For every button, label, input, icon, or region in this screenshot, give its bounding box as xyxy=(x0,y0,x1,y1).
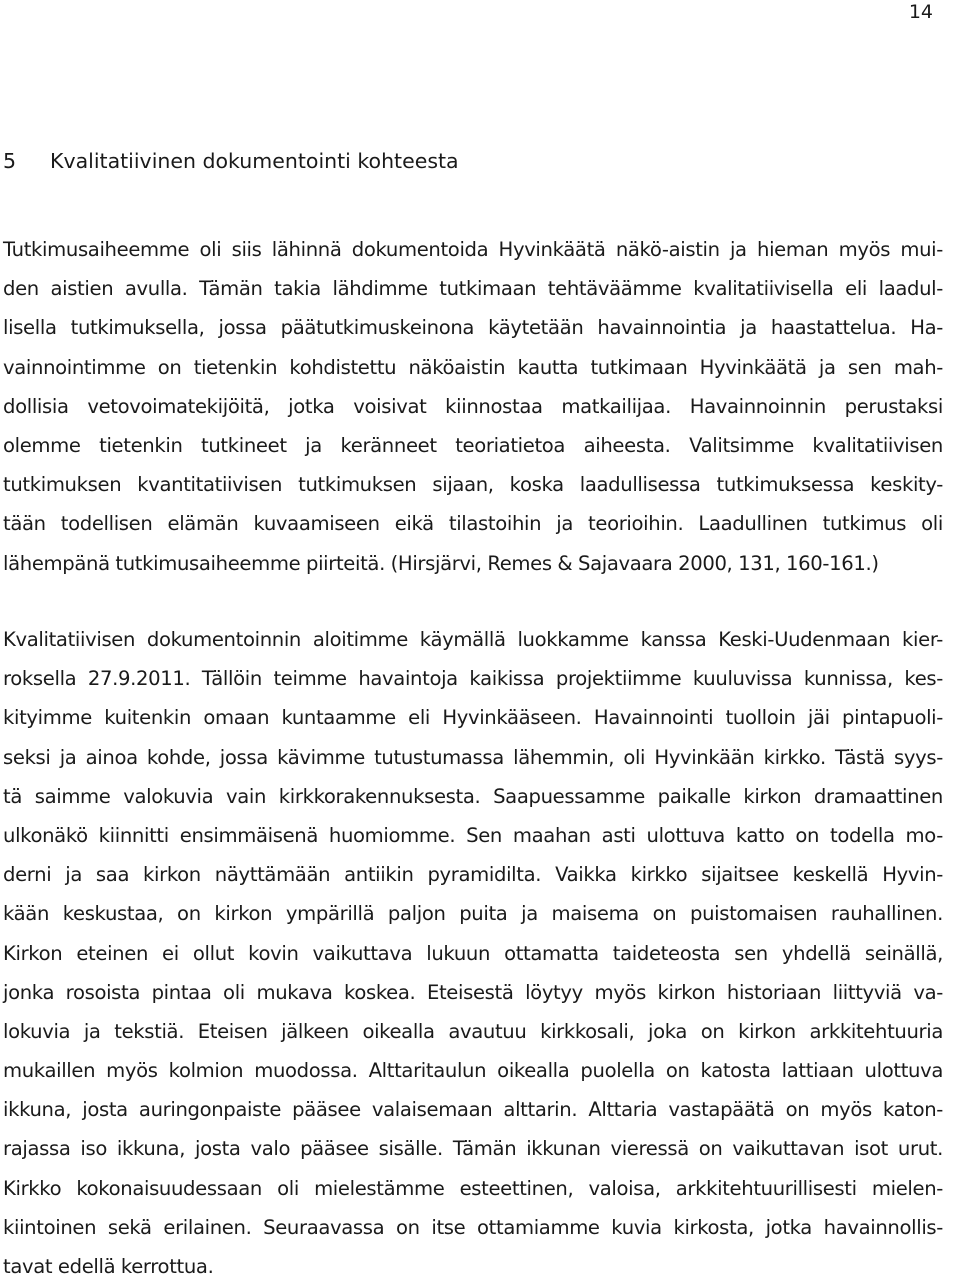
paragraph-line: dollisia vetovoimatekijöitä, jotka voisivat kiinnostaa matkailijaa. Havainnoinnin perustaksi xyxy=(3,394,943,418)
paragraph-line: tavat edellä kerrottua. xyxy=(3,1255,214,1278)
paragraph-line: tään todellisen elämän kuvaamiseen eikä tilastoihin ja teorioihin. Laadullinen tutkimus oli xyxy=(3,512,943,536)
page-number: 14 xyxy=(908,1,933,23)
section-title: Kvalitatiivinen dokumentointi kohteesta xyxy=(50,149,459,173)
paragraph-line: kään keskustaa, on kirkon ympärillä paljon puita ja maisema on puistomaisen rauhallinen. xyxy=(3,902,943,926)
paragraph-line: Kirkko kokonaisuudessaan oli mielestämme esteettinen, valoisa, arkkitehtuurillisesti mielen- xyxy=(3,1176,943,1200)
paragraph-line: Kirkon eteinen ei ollut kovin vaikuttava lukuun ottamatta taideteosta sen yhdellä seinällä, xyxy=(3,941,943,965)
paragraph-line: ikkuna, josta auringonpaiste pääsee valaisemaan alttarin. Alttaria vastapäätä on myös katon- xyxy=(3,1098,943,1122)
paragraph-1 xyxy=(3,230,943,583)
paragraph-line: roksella 27.9.2011. Tällöin teimme havaintoja kaikissa projektiimme kuuluvissa kunnissa, kes- xyxy=(3,667,943,691)
paragraph-line: tä saimme valokuvia vain kirkkorakennuksesta. Saapuessamme paikalle kirkon dramaattinen xyxy=(3,784,943,808)
section-heading xyxy=(3,146,459,176)
paragraph-line: tutkimuksen kvantitatiivisen tutkimuksen sijaan, koska laadullisessa tutkimuksessa keskity- xyxy=(3,473,943,497)
paragraph-line: kiintoinen sekä erilainen. Seuraavassa on itse ottamiamme kuvia kirkosta, jotka havainnollis- xyxy=(3,1215,943,1239)
paragraph-line: vainnointimme on tietenkin kohdistettu näköaistin kautta tutkimaan Hyvinkäätä ja sen mah- xyxy=(3,355,943,379)
paragraph-line: lähempänä tutkimusaiheemme piirteitä. (Hirsjärvi, Remes & Sajavaara 2000, 131, 160-161.) xyxy=(3,551,879,575)
paragraph-line: olemme tietenkin tutkineet ja keränneet teoriatietoa aiheesta. Valitsimme kvalitatiivisen xyxy=(3,433,943,457)
paragraph-line: seksi ja ainoa kohde, jossa kävimme tutustumassa lähemmin, oli Hyvinkään kirkko. Tästä syys- xyxy=(3,745,943,769)
paragraph-2 xyxy=(3,620,943,1286)
paragraph-line: Tutkimusaiheemme oli siis lähinnä dokumentoida Hyvinkäätä näkö-aistin ja hieman myös mui- xyxy=(3,238,943,261)
paragraph-line: den aistien avulla. Tämän takia lähdimme tutkimaan tehtäväämme kvalitatiivisella eli laadul- xyxy=(3,277,943,301)
paragraph-line: jonka rosoista pintaa oli mukava koskea. Eteisestä löytyy myös kirkon historiaan liittyviä va- xyxy=(3,980,943,1004)
section-number: 5 xyxy=(3,149,17,173)
paragraph-line: lokuvia ja tekstiä. Eteisen jälkeen oikealla avautuu kirkkosali, joka on kirkon arkkitehtuuria xyxy=(3,1019,943,1043)
paragraph-line: mukaillen myös kolmion muodossa. Alttaritaulun oikealla puolella on katosta lattiaan ulottuva xyxy=(3,1059,943,1083)
paragraph-line: kityimme kuitenkin omaan kuntaamme eli Hyvinkääseen. Havainnointi tuolloin jäi pintapuoli- xyxy=(3,706,943,730)
paragraph-line: ulkonäkö kiinnitti ensimmäisenä huomiomme. Sen maahan asti ulottuva katto on todella mo- xyxy=(3,823,943,847)
paragraph-line: rajassa iso ikkuna, josta valo pääsee sisälle. Tämän ikkunan vieressä on vaikuttavan isot urut. xyxy=(3,1137,943,1161)
paragraph-line: derni ja saa kirkon näyttämään antiikin pyramidilta. Vaikka kirkko sijaitsee keskellä Hyvin- xyxy=(3,863,943,887)
paragraph-line: Kvalitatiivisen dokumentoinnin aloitimme käymällä luokkamme kanssa Keski-Uudenmaan kier- xyxy=(3,628,943,651)
paragraph-line: lisella tutkimuksella, jossa päätutkimuskeinona käytetään havainnointia ja haastattelua. Ha- xyxy=(3,316,943,340)
